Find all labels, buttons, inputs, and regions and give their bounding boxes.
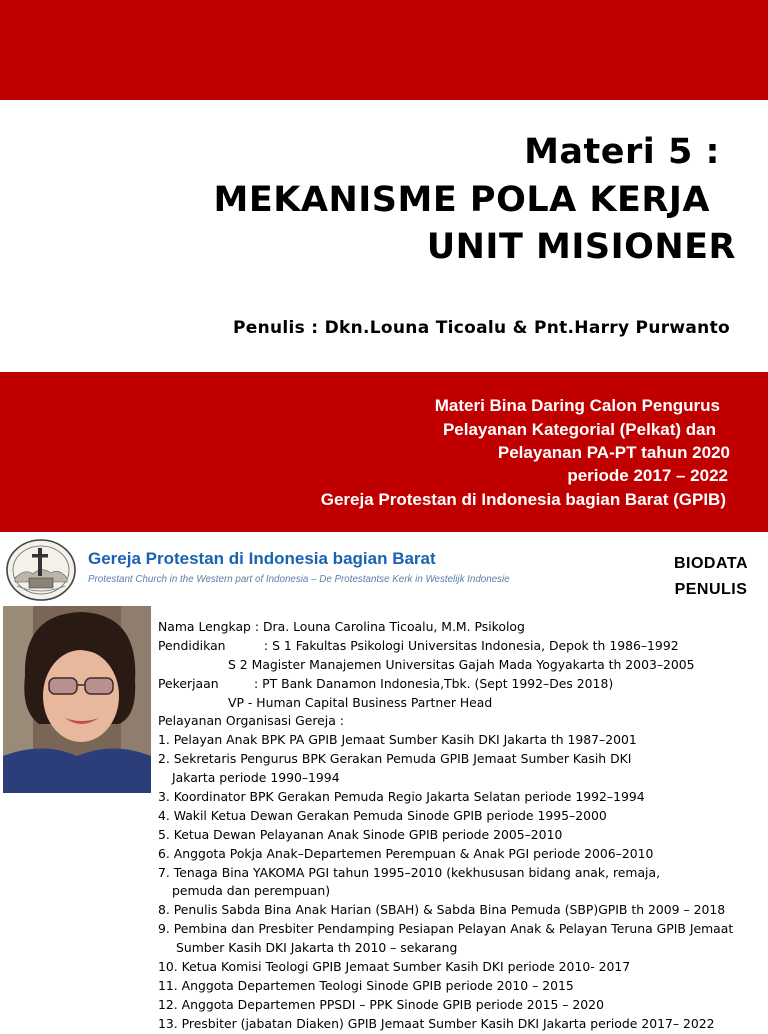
bio-line-pendidikan xyxy=(158,637,764,656)
list-item: 2. Sekretaris Pengurus BPK Gerakan Pemuda GPIB Jemaat Sumber Kasih DKI xyxy=(158,751,632,767)
pendidikan-value-1: : S 1 Fakultas Psikologi Universitas Indonesia, Depok th 1986–1992 xyxy=(264,637,679,653)
bio-line-pekerjaan-2: VP - Human Capital Business Partner Head xyxy=(228,694,493,710)
top-red-band xyxy=(0,0,768,100)
nama-label: Nama Lengkap : xyxy=(158,619,260,634)
author-line: Penulis : Dkn.Louna Ticoalu & Pnt.Harry Purwanto xyxy=(233,318,730,338)
biodata-line-2: PENULIS xyxy=(674,581,748,598)
biodata-text xyxy=(158,618,764,1034)
list-item: 10. Ketua Komisi Teologi GPIB Jemaat Sumber Kasih DKI periode 2010- 2017 xyxy=(158,959,631,975)
list-item: 13. Presbiter (jabatan Diaken) GPIB Jemaat Sumber Kasih DKI Jakarta periode 2017– 2022 xyxy=(158,1015,715,1031)
church-seal-icon xyxy=(5,538,77,602)
list-item: 8. Penulis Sabda Bina Anak Harian (SBAH) & Sabda Bina Pemuda (SBP)GPIB th 2009 – 2018 xyxy=(158,902,726,918)
list-item: 5. Ketua Dewan Pelayanan Anak Sinode GPIB periode 2005–2010 xyxy=(158,826,563,842)
bio-line-pekerjaan xyxy=(158,675,764,694)
bio-line-pendidikan-2: S 2 Magister Manajemen Universitas Gajah Mada Yogyakarta th 2003–2005 xyxy=(228,656,695,672)
biodata-heading xyxy=(674,551,748,603)
org-name: Gereja Protestan di Indonesia bagian Barat xyxy=(88,549,436,568)
pekerjaan-label: Pekerjaan xyxy=(158,675,219,691)
list-item: 7. Tenaga Bina YAKOMA PGI tahun 1995–2010 (kekhususan bidang anak, remaja, xyxy=(158,864,661,880)
subtitle-red-band xyxy=(0,372,768,532)
list-item: 12. Anggota Departemen PPSDI – PPK Sinode GPIB periode 2015 – 2020 xyxy=(158,996,604,1012)
pelayanan-heading: Pelayanan Organisasi Gereja : xyxy=(158,713,344,729)
subtitle-line-2: Pelayanan Kategorial (Pelkat) dan xyxy=(442,420,716,439)
author-photo xyxy=(3,606,151,793)
list-item-continuation: Sumber Kasih DKI Jakarta th 2010 – sekarang xyxy=(176,940,458,956)
subtitle-line-1: Materi Bina Daring Calon Pengurus xyxy=(434,396,720,415)
author-portrait-image xyxy=(3,606,151,793)
bio-line-nama xyxy=(158,618,764,637)
subtitle-line-5: Gereja Protestan di Indonesia bagian Barat (GPIB) xyxy=(320,490,726,509)
list-item-continuation: Jakarta periode 1990–1994 xyxy=(172,770,340,786)
slide-title-line-3: UNIT MISIONER xyxy=(426,227,736,267)
list-item: 9. Pembina dan Presbiter Pendamping Pesiapan Pelayan Anak & Pelayan Teruna GPIB Jemaat xyxy=(158,921,734,937)
church-header xyxy=(0,532,768,606)
subtitle-line-4: periode 2017 – 2022 xyxy=(567,466,728,485)
nama-value: Dra. Louna Carolina Ticoalu, M.M. Psikolog xyxy=(262,619,525,634)
biodata-line-1: BIODATA xyxy=(673,555,748,572)
list-item: 6. Anggota Pokja Anak–Departemen Perempuan & Anak PGI periode 2006–2010 xyxy=(158,845,654,861)
title-area xyxy=(0,100,768,372)
list-item: 3. Koordinator BPK Gerakan Pemuda Regio Jakarta Selatan periode 1992–1994 xyxy=(158,789,645,805)
pendidikan-label: Pendidikan xyxy=(158,637,226,653)
list-item-continuation: pemuda dan perempuan) xyxy=(172,883,331,899)
list-item: 1. Pelayan Anak BPK PA GPIB Jemaat Sumber Kasih DKI Jakarta th 1987–2001 xyxy=(158,732,637,748)
org-subtitle: Protestant Church in the Western part of Indonesia – De Protestantse Kerk in Westelijk Indonesie xyxy=(88,574,510,585)
list-item: 11. Anggota Departemen Teologi Sinode GPIB periode 2010 – 2015 xyxy=(158,977,574,993)
slide-title-line-1: Materi 5 : xyxy=(524,132,720,172)
subtitle-line-3: Pelayanan PA-PT tahun 2020 xyxy=(497,443,730,462)
list-item: 4. Wakil Ketua Dewan Gerakan Pemuda Sinode GPIB periode 1995–2000 xyxy=(158,807,607,823)
pekerjaan-value-1: : PT Bank Danamon Indonesia,Tbk. (Sept 1992–Des 2018) xyxy=(254,675,614,691)
slide-title-line-2: MEKANISME POLA KERJA xyxy=(213,180,710,220)
